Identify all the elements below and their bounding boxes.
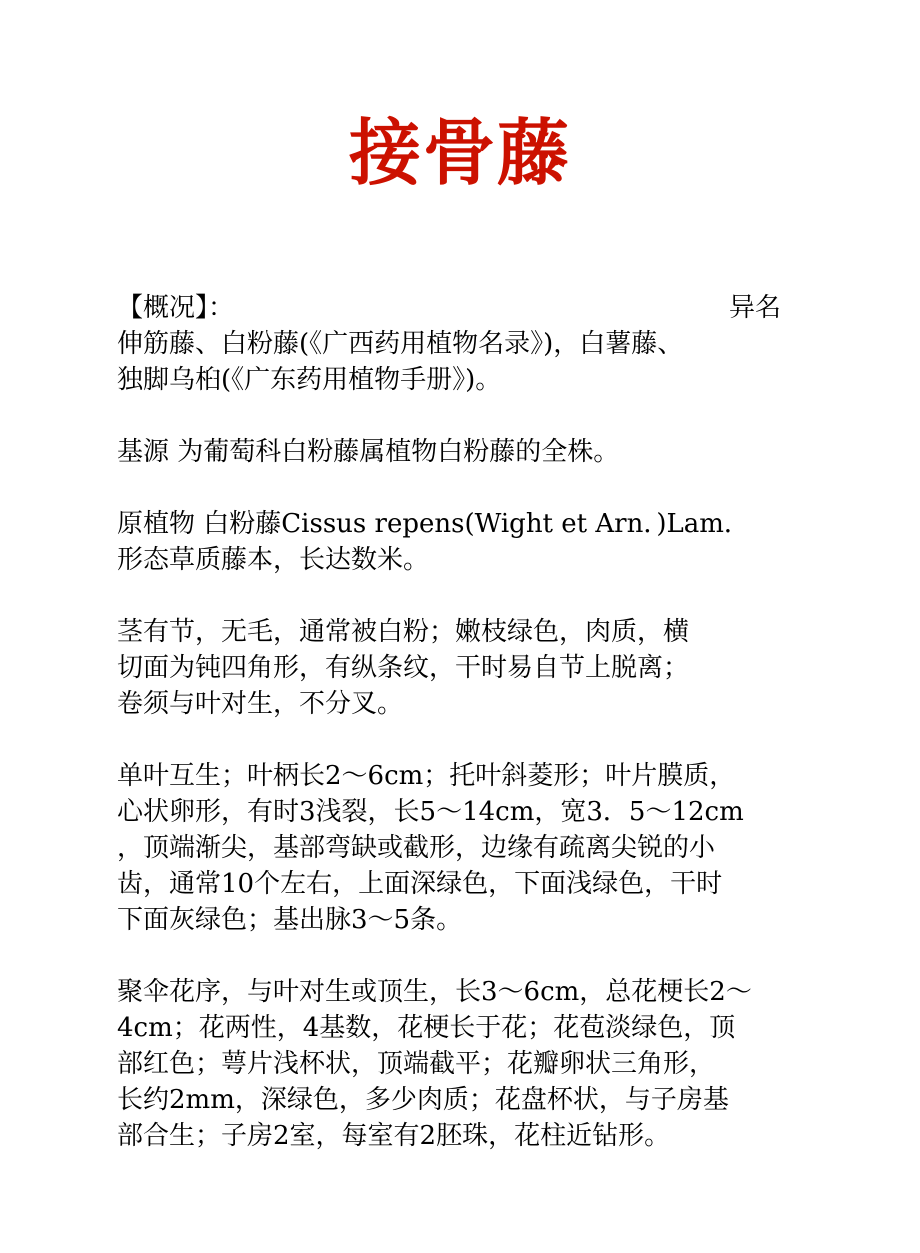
text-line: 长约2mm，深绿色，多少肉质；花盘杯状，与子房基 — [117, 1085, 729, 1115]
text-line: 切面为钝四角形，有纵条纹，干时易自节上脱离； — [117, 653, 690, 683]
paragraph-overview — [117, 290, 797, 398]
text-line: 聚伞花序，与叶对生或顶生，长3～6cm，总花梗长2～ — [117, 977, 752, 1007]
overview-heading: 【概况】： — [117, 293, 235, 323]
text-line: 伸筋藤、白粉藤(《广西药用植物名录》)，白薯藤、 — [117, 329, 684, 359]
document-body — [117, 290, 797, 1190]
paragraph-leaf — [117, 758, 797, 938]
alias-label: 异名 — [728, 293, 781, 323]
text-line: 卷须与叶对生，不分叉。 — [117, 689, 404, 719]
overview-heading-line — [117, 290, 781, 326]
paragraph-flower — [117, 974, 797, 1154]
text-line: 下面灰绿色；基出脉3～5条。 — [117, 905, 463, 935]
document-title: 接骨藤 — [348, 110, 571, 195]
text-line: 茎有节，无毛，通常被白粉；嫩枝绿色，肉质，横 — [117, 617, 690, 647]
paragraph-stem — [117, 614, 797, 722]
paragraph-source — [117, 434, 797, 470]
text-line: 4cm；花两性，4基数，花梗长于花；花苞淡绿色，顶 — [117, 1013, 736, 1043]
text-line: 部红色；萼片浅杯状，顶端截平；花瓣卵状三角形， — [117, 1049, 716, 1079]
paragraph-plant — [117, 506, 797, 578]
text-line: 基源 为葡萄科白粉藤属植物白粉藤的全株。 — [117, 437, 620, 467]
text-line: 独脚乌桕(《广东药用植物手册》)。 — [117, 365, 502, 395]
text-line: 单叶互生；叶柄长2～6cm；托叶斜菱形；叶片膜质， — [117, 761, 736, 791]
text-line: ，顶端渐尖，基部弯缺或截形，边缘有疏离尖锐的小 — [117, 833, 716, 863]
text-line: 原植物 白粉藤Cissus repens(Wight et Arn．)Lam． — [117, 509, 750, 539]
text-line: 部合生；子房2室，每室有2胚珠，花柱近钻形。 — [117, 1121, 671, 1151]
text-line: 心状卵形，有时3浅裂，长5～14cm，宽3．5～12cm — [117, 797, 744, 827]
text-line: 齿，通常10个左右，上面深绿色，下面浅绿色，干时 — [117, 869, 723, 899]
text-line: 形态草质藤本，长达数米。 — [117, 545, 430, 575]
